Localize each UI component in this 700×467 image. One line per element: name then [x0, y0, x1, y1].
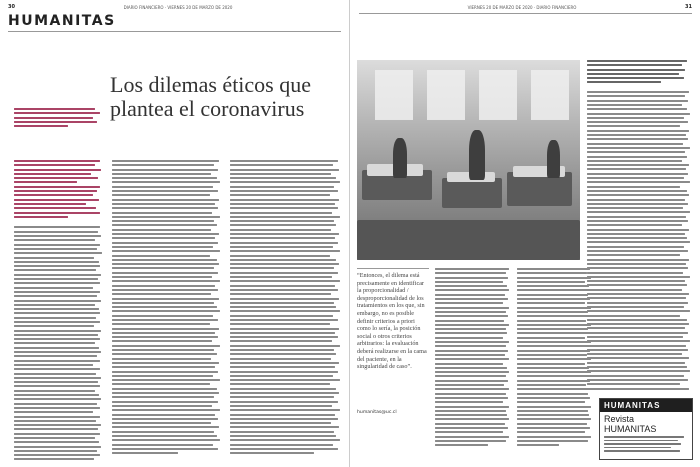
intro-text	[14, 108, 104, 127]
body-column-right-2	[517, 268, 593, 463]
body-text	[517, 268, 593, 446]
top-rule-right	[359, 13, 692, 14]
body-column-right-1	[435, 268, 511, 463]
body-text	[230, 160, 342, 454]
body-column-2	[112, 160, 222, 460]
article-headline: Los dilemas éticos que plantea el coronavirus	[110, 72, 312, 121]
page-number-left: 30	[8, 4, 15, 10]
ad-header: HUMANITAS	[600, 399, 692, 412]
folio-row-left	[8, 3, 341, 11]
date-line-right: VIERNES 20 DE MARZO DE 2020 · DIARIO FINANCIERO	[467, 4, 577, 10]
right-column	[587, 60, 692, 390]
section-title: HUMANITAS	[8, 13, 116, 29]
section-rule	[8, 31, 341, 32]
body-column-3	[230, 160, 342, 460]
revista-humanitas-ad[interactable]	[599, 398, 693, 460]
body-text	[587, 60, 692, 390]
page-number-right: 31	[685, 4, 692, 10]
pull-quote-rule	[357, 268, 429, 269]
pull-quote: “Entonces, el dilema está precisamente en identificar la proporcionalidad / desproporcionalidad de los tratamientos en los que, sin embargo, no es posible definir criterios a priori como lo sería, la posición social o otros criterios arbitrarios: la evaluación deberá realizarse en la cama del paciente, en la singularidad de caso”.	[357, 272, 427, 371]
ad-details	[600, 435, 692, 455]
body-text	[112, 160, 222, 454]
date-line-left: DIARIO FINANCIERO · VIERNES 20 DE MARZO DE 2020	[123, 4, 233, 10]
body-text	[435, 268, 511, 446]
ad-title: Revista HUMANITAS	[604, 414, 657, 434]
right-page	[351, 0, 700, 467]
author-column	[14, 160, 104, 460]
intro-column	[14, 108, 104, 127]
contact-email[interactable]: humanitas@uc.cl	[357, 410, 397, 415]
hospital-ward-photo	[357, 60, 580, 260]
folio-row-right	[359, 3, 692, 11]
author-text	[14, 160, 104, 460]
